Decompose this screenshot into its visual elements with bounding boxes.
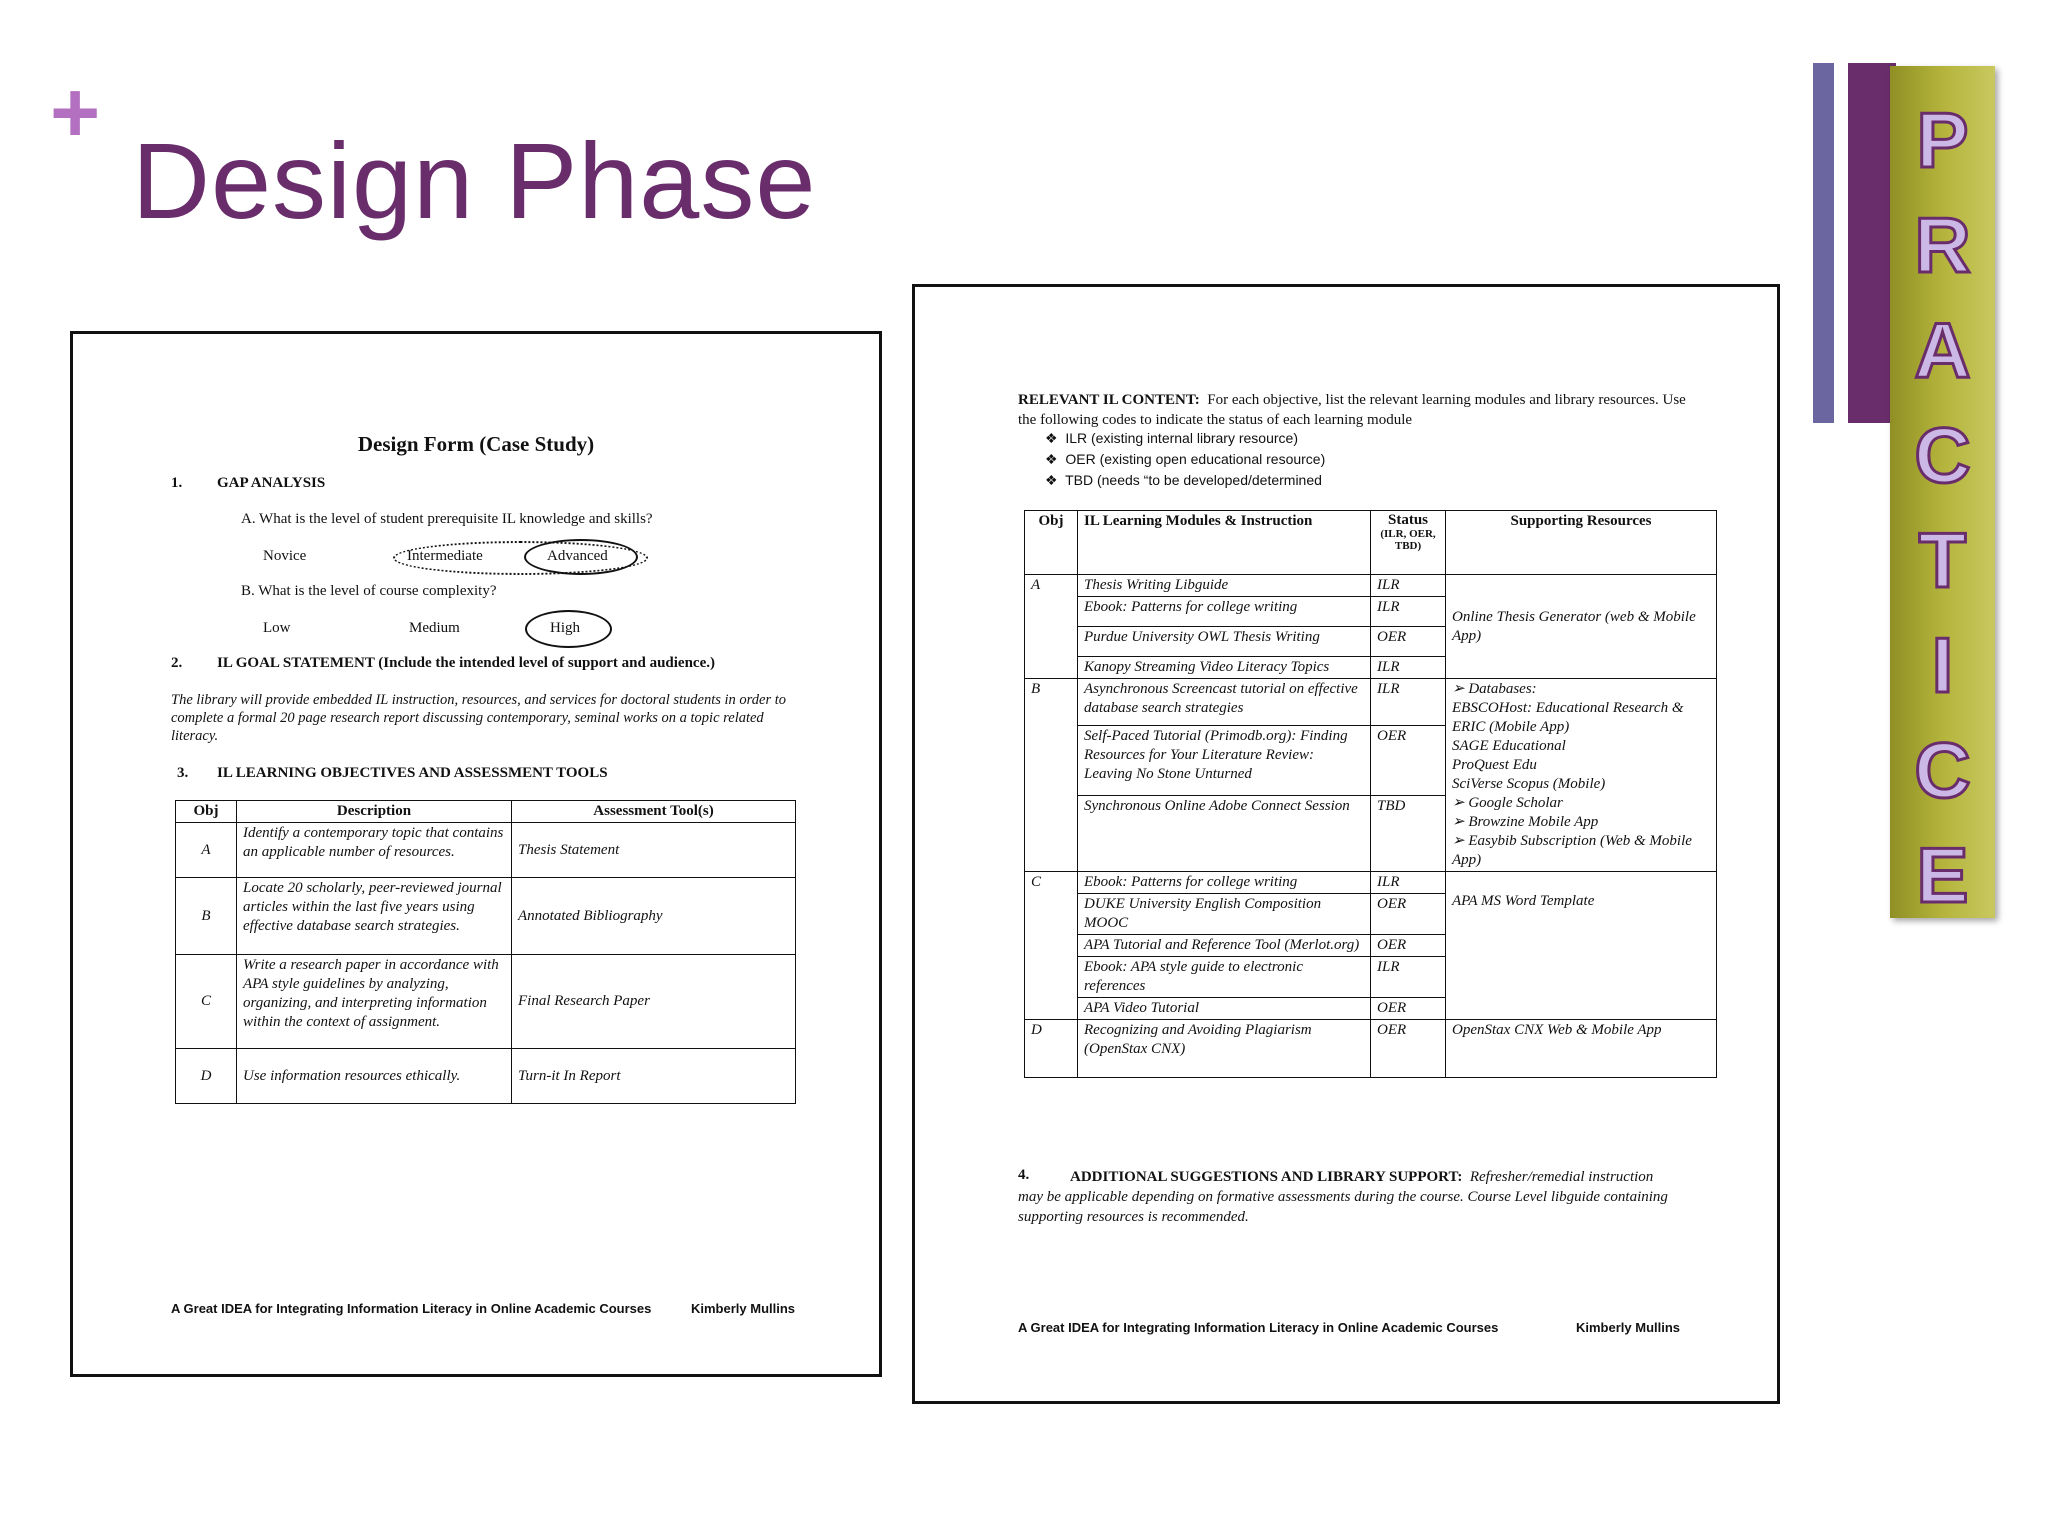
tool-cell: Thesis Statement (512, 823, 796, 878)
status-cell: OER (1371, 998, 1446, 1020)
obj-cell: B (176, 878, 237, 955)
plus-icon: + (50, 65, 101, 161)
module-cell: Ebook: Patterns for college writing (1078, 872, 1371, 894)
tool-cell: Final Research Paper (512, 955, 796, 1049)
suggestions-text: Refresher/remedial instruction may be applicable depending on formative assessments during the course. Course Level libguide containing supporting resources is recommended. (1018, 1169, 1668, 1225)
resources-cell (1446, 679, 1717, 872)
table-row (176, 1049, 796, 1104)
code-item (1045, 451, 1325, 468)
banner-letter: I (1931, 621, 1954, 709)
practice-banner (1890, 66, 1995, 918)
description-cell: Locate 20 scholarly, peer-reviewed journal articles within the last five years using effective database search strategies. (237, 878, 512, 955)
diamond-bullet-icon: ❖ (1045, 472, 1058, 488)
column-header: IL Learning Modules & Instruction (1078, 511, 1371, 575)
resources-cell: APA MS Word Template (1446, 872, 1717, 1020)
code-item (1045, 472, 1322, 489)
banner-letter: T (1918, 516, 1967, 604)
status-cell: OER (1371, 726, 1446, 796)
resources-cell: Online Thesis Generator (web & Mobile App) (1446, 575, 1717, 679)
module-cell: APA Tutorial and Reference Tool (Merlot.org) (1078, 935, 1371, 957)
table-row (1025, 575, 1717, 597)
section-number: 4. (1018, 1167, 1030, 1183)
table-row (176, 878, 796, 955)
status-cell: ILR (1371, 597, 1446, 627)
module-cell: Asynchronous Screencast tutorial on effective database search strategies (1078, 679, 1371, 726)
table-row (176, 955, 796, 1049)
resource-item: ➢ Easybib Subscription (Web & Mobile App) (1452, 833, 1692, 868)
section-number: 1. (171, 475, 183, 491)
status-header-label: Status (1387, 512, 1428, 528)
footer-author: Kimberly Mullins (1576, 1320, 1681, 1335)
resource-item: ➢ Databases: (1452, 681, 1537, 697)
obj-cell: D (176, 1049, 237, 1104)
status-cell: TBD (1371, 796, 1446, 872)
module-cell: APA Video Tutorial (1078, 998, 1371, 1020)
option-medium: Medium (409, 620, 460, 636)
tool-cell: Turn-it In Report (512, 1049, 796, 1104)
option-advanced: Advanced (547, 548, 608, 564)
status-header-codes: (ILR, OER, TBD) (1380, 528, 1436, 552)
form-title: Design Form (Case Study) (357, 432, 595, 456)
status-cell: OER (1371, 935, 1446, 957)
section-number: 2. (171, 655, 183, 671)
diamond-bullet-icon: ❖ (1045, 451, 1058, 467)
code-text: TBD (needs “to be developed/determined (1065, 472, 1322, 488)
status-cell: ILR (1371, 575, 1446, 597)
additional-suggestions (1018, 1167, 1668, 1227)
status-cell: ILR (1371, 957, 1446, 998)
module-cell: Kanopy Streaming Video Literacy Topics (1078, 657, 1371, 679)
banner-letter: R (1914, 201, 1971, 289)
option-intermediate: Intermediate (407, 548, 483, 564)
column-header: Supporting Resources (1446, 511, 1717, 575)
intro-paragraph (1018, 390, 1698, 430)
column-header (1371, 511, 1446, 575)
intro-text: For each objective, list the relevant learning modules and library resources. Use the following codes to indicate the status of each learning module (1018, 392, 1686, 428)
column-header: Obj (1025, 511, 1078, 575)
code-text: OER (existing open educational resource) (1065, 451, 1326, 467)
footer-text: A Great IDEA for Integrating Information Literacy in Online Academic Courses (171, 1301, 652, 1316)
intro-heading: RELEVANT IL CONTENT: (1018, 392, 1200, 408)
status-cell: OER (1371, 627, 1446, 657)
table-row (1025, 679, 1717, 726)
slide-title: Design Phase (132, 120, 817, 241)
il-content-table (1024, 510, 1717, 1078)
footer-author: Kimberly Mullins (691, 1301, 796, 1316)
resource-item: SciVerse Scopus (Mobile) (1452, 776, 1606, 792)
status-cell: ILR (1371, 657, 1446, 679)
banner-letter: P (1916, 96, 1969, 184)
status-cell: ILR (1371, 679, 1446, 726)
banner-letter: E (1916, 831, 1969, 919)
option-novice: Novice (263, 548, 307, 564)
obj-cell: A (1025, 575, 1078, 679)
design-form-document (70, 331, 882, 1377)
column-header: Assessment Tool(s) (512, 801, 796, 823)
footer-text: A Great IDEA for Integrating Information Literacy in Online Academic Courses (1018, 1320, 1499, 1335)
description-cell: Identify a contemporary topic that contains an applicable number of resources. (237, 823, 512, 878)
obj-cell: B (1025, 679, 1078, 872)
table-row (1025, 872, 1717, 894)
accent-bar-blue (1813, 63, 1834, 423)
resource-item: EBSCOHost: Educational Research & ERIC (Mobile App) (1452, 700, 1684, 735)
question-b: B. What is the level of course complexity? (241, 583, 497, 599)
section-heading-goal: IL GOAL STATEMENT (Include the intended level of support and audience.) (217, 655, 715, 671)
il-content-document (912, 284, 1780, 1404)
resource-item: ➢ Google Scholar (1452, 795, 1563, 811)
tool-cell: Annotated Bibliography (512, 878, 796, 955)
code-text: ILR (existing internal library resource) (1065, 430, 1298, 446)
resource-item: ProQuest Edu (1452, 757, 1537, 773)
description-cell: Use information resources ethically. (237, 1049, 512, 1104)
table-row (176, 823, 796, 878)
option-high: High (550, 620, 580, 636)
section-heading-gap-analysis: GAP ANALYSIS (217, 475, 326, 491)
module-cell: Self-Paced Tutorial (Primodb.org): Finding Resources for Your Literature Review: Leaving No Stone Unturned (1078, 726, 1371, 796)
code-item (1045, 430, 1298, 447)
resource-item: SAGE Educational (1452, 738, 1566, 754)
resources-cell: OpenStax CNX Web & Mobile App (1446, 1020, 1717, 1078)
obj-cell: A (176, 823, 237, 878)
module-cell: Synchronous Online Adobe Connect Session (1078, 796, 1371, 872)
section-heading-objectives: IL LEARNING OBJECTIVES AND ASSESSMENT TOOLS (217, 765, 608, 781)
goal-statement: The library will provide embedded IL instruction, resources, and services for doctoral students in order to complete a formal 20 page research report discussing contemporary, seminal works on a topic related literacy. (171, 692, 786, 744)
accent-bar-purple (1848, 63, 1896, 423)
diamond-bullet-icon: ❖ (1045, 430, 1058, 446)
banner-letter: C (1914, 726, 1971, 814)
module-cell: Thesis Writing Libguide (1078, 575, 1371, 597)
banner-letter: C (1914, 411, 1971, 499)
table-row (1025, 1020, 1717, 1078)
description-cell: Write a research paper in accordance with APA style guidelines by analyzing, organizing, and interpreting information within the context of assignment. (237, 955, 512, 1049)
status-cell: ILR (1371, 872, 1446, 894)
module-cell: Ebook: Patterns for college writing (1078, 597, 1371, 627)
column-header: Description (237, 801, 512, 823)
banner-letter: A (1914, 306, 1971, 394)
section-number: 3. (177, 765, 189, 781)
obj-cell: D (1025, 1020, 1078, 1078)
section-heading-suggestions: ADDITIONAL SUGGESTIONS AND LIBRARY SUPPORT: (1070, 1169, 1463, 1185)
module-cell: Ebook: APA style guide to electronic references (1078, 957, 1371, 998)
module-cell: DUKE University English Composition MOOC (1078, 894, 1371, 935)
module-cell: Purdue University OWL Thesis Writing (1078, 627, 1371, 657)
status-cell: OER (1371, 1020, 1446, 1078)
obj-cell: C (1025, 872, 1078, 1020)
module-cell: Recognizing and Avoiding Plagiarism (OpenStax CNX) (1078, 1020, 1371, 1078)
obj-cell: C (176, 955, 237, 1049)
column-header: Obj (176, 801, 237, 823)
option-low: Low (263, 620, 291, 636)
resource-item: ➢ Browzine Mobile App (1452, 814, 1599, 830)
status-cell: OER (1371, 894, 1446, 935)
objectives-table (175, 800, 796, 1104)
question-a: A. What is the level of student prerequisite IL knowledge and skills? (241, 511, 653, 527)
